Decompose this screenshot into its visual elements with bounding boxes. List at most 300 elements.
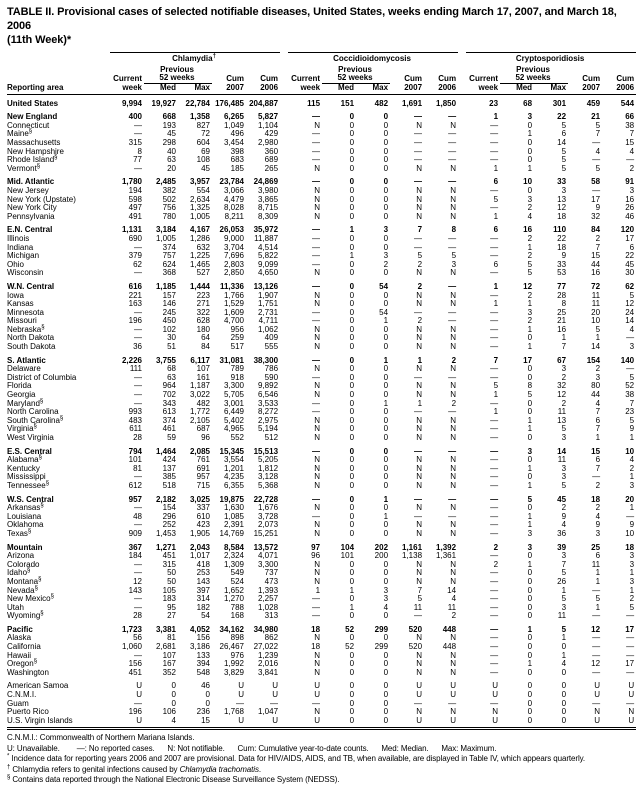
value-cell: — bbox=[134, 698, 142, 708]
value-cell: — bbox=[490, 463, 499, 473]
value-cell: 552 bbox=[230, 433, 244, 442]
value-cell: 298 bbox=[162, 138, 176, 147]
value-cell: 21 bbox=[557, 316, 567, 326]
value-cell: 3 bbox=[629, 576, 635, 586]
value-cell: 0 bbox=[349, 433, 355, 442]
year-2007-label: 2007 bbox=[568, 84, 602, 95]
value-cell: N bbox=[416, 120, 423, 130]
value-cell: N bbox=[416, 576, 423, 586]
spacer bbox=[458, 334, 466, 343]
value-cell: — bbox=[448, 112, 457, 122]
spacer bbox=[280, 587, 288, 596]
value-cell: 360 bbox=[264, 146, 279, 156]
value-cell: 794 bbox=[128, 446, 142, 456]
value-cell: 11 bbox=[413, 602, 423, 612]
value-cell: 315 bbox=[128, 138, 142, 147]
value-cell: 9 bbox=[595, 520, 601, 530]
table-body bbox=[7, 94, 636, 729]
spacer bbox=[458, 708, 466, 717]
value-cell: 7 bbox=[417, 225, 423, 235]
value-cell: N bbox=[314, 650, 321, 660]
spacer bbox=[458, 221, 466, 235]
value-cell: 482 bbox=[196, 398, 210, 408]
spacer bbox=[458, 569, 466, 578]
value-cell: 1 bbox=[527, 559, 533, 569]
value-cell: 23,784 bbox=[219, 177, 244, 187]
value-cell: N bbox=[416, 203, 423, 213]
value-cell: 31,081 bbox=[219, 355, 244, 365]
value-cell: 0 bbox=[527, 667, 533, 677]
spacer bbox=[458, 491, 466, 505]
value-cell: 13 bbox=[557, 415, 567, 425]
value-cell: N bbox=[416, 559, 423, 569]
value-cell: 5 bbox=[561, 163, 567, 173]
value-cell: 4,235 bbox=[223, 472, 244, 482]
spacer bbox=[280, 261, 288, 270]
value-cell: N bbox=[314, 633, 321, 643]
value-cell: — bbox=[414, 698, 423, 708]
spacer bbox=[458, 677, 466, 691]
value-cell: N bbox=[314, 364, 321, 374]
value-cell: 0 bbox=[349, 146, 355, 156]
value-cell: 5 bbox=[527, 259, 533, 269]
value-cell: 1,049 bbox=[223, 120, 244, 130]
value-cell: 6 bbox=[595, 551, 601, 561]
spacer bbox=[280, 669, 288, 678]
value-cell: 184 bbox=[128, 551, 142, 561]
value-cell: 8,309 bbox=[258, 211, 279, 221]
table-row bbox=[7, 504, 636, 513]
value-cell: 12 bbox=[591, 659, 601, 669]
value-cell: 68 bbox=[167, 364, 176, 374]
spacer bbox=[280, 521, 288, 530]
value-cell: — bbox=[414, 372, 423, 382]
value-cell: 0 bbox=[349, 611, 355, 621]
value-cell: 26,467 bbox=[219, 642, 244, 652]
value-cell: N bbox=[416, 433, 423, 442]
spacer bbox=[458, 317, 466, 326]
value-cell: 5,368 bbox=[258, 480, 279, 490]
value-cell: — bbox=[626, 642, 635, 652]
spacer bbox=[458, 187, 466, 196]
value-cell: N bbox=[314, 424, 321, 434]
value-cell: 424 bbox=[162, 455, 176, 465]
value-cell: 517 bbox=[230, 342, 244, 352]
table-row bbox=[7, 382, 636, 391]
value-cell: — bbox=[312, 494, 321, 504]
table-row bbox=[7, 309, 636, 318]
value-cell: 461 bbox=[162, 424, 176, 434]
spacer bbox=[280, 187, 288, 196]
value-cell: 4,514 bbox=[258, 242, 279, 252]
reporting-area-cell: Mountain bbox=[7, 542, 43, 552]
value-cell: N bbox=[450, 576, 457, 586]
value-cell: 0 bbox=[527, 472, 533, 482]
value-cell: 4,479 bbox=[223, 194, 244, 204]
value-cell: — bbox=[312, 407, 321, 417]
spacer bbox=[458, 595, 466, 604]
value-cell: 448 bbox=[442, 624, 457, 634]
value-cell: 482 bbox=[374, 98, 389, 108]
value-cell: — bbox=[592, 155, 601, 165]
value-cell: 1,907 bbox=[258, 290, 279, 300]
value-cell: 6 bbox=[595, 455, 601, 465]
value-cell: 16 bbox=[625, 194, 635, 204]
value-cell: 400 bbox=[128, 112, 142, 122]
spacer bbox=[458, 130, 466, 139]
value-cell: 5 bbox=[527, 390, 533, 400]
value-cell: 1,005 bbox=[155, 233, 176, 243]
spacer bbox=[280, 64, 288, 75]
value-cell: 81 bbox=[167, 633, 176, 643]
dagger-marker: † bbox=[7, 764, 11, 771]
value-cell: 2 bbox=[527, 316, 533, 326]
value-cell: N bbox=[416, 185, 423, 195]
value-cell: 6 bbox=[493, 177, 499, 187]
value-cell: 25 bbox=[557, 307, 567, 317]
value-cell: 27 bbox=[167, 611, 176, 621]
value-cell: N bbox=[416, 268, 423, 278]
value-cell: — bbox=[490, 667, 499, 677]
value-cell: 1,185 bbox=[155, 281, 176, 291]
value-cell: 17 bbox=[591, 194, 601, 204]
value-cell: 964 bbox=[162, 381, 176, 391]
value-cell: N bbox=[314, 299, 321, 309]
value-cell: 7 bbox=[629, 129, 635, 139]
value-cell: 1 bbox=[561, 633, 567, 643]
value-cell: 63 bbox=[167, 372, 176, 382]
value-cell: 1,751 bbox=[258, 299, 279, 309]
value-cell: 38 bbox=[625, 120, 635, 130]
table-row bbox=[7, 652, 636, 661]
value-cell: 45 bbox=[557, 494, 567, 504]
value-cell: — bbox=[134, 163, 142, 173]
nedss-marker: § bbox=[59, 415, 64, 422]
value-cell: 610 bbox=[196, 511, 210, 521]
spacer bbox=[458, 604, 466, 613]
spacer bbox=[458, 261, 466, 270]
value-cell: 3,300 bbox=[223, 381, 244, 391]
value-cell: 616 bbox=[128, 281, 142, 291]
value-cell: U bbox=[628, 681, 635, 691]
value-cell: 9 bbox=[629, 520, 635, 530]
value-cell: — bbox=[490, 455, 499, 465]
value-cell: N bbox=[416, 211, 423, 221]
value-cell: 196 bbox=[128, 707, 142, 717]
value-cell: 1 bbox=[527, 624, 533, 634]
value-cell: — bbox=[312, 129, 321, 139]
nedss-marker: § bbox=[54, 154, 58, 161]
value-cell: 0 bbox=[349, 211, 355, 221]
value-cell: 0 bbox=[349, 342, 355, 352]
value-cell: — bbox=[490, 342, 499, 352]
reporting-area-cell: North Dakota bbox=[7, 333, 55, 343]
value-cell: 33 bbox=[557, 259, 567, 269]
value-cell: 16 bbox=[523, 225, 533, 235]
value-cell: 106 bbox=[162, 707, 176, 717]
value-cell: 3 bbox=[561, 463, 567, 473]
value-cell: 0 bbox=[349, 259, 355, 269]
value-cell: 1,062 bbox=[258, 324, 279, 334]
value-cell: 1,239 bbox=[258, 650, 279, 660]
spacer bbox=[280, 691, 288, 700]
table-row bbox=[7, 221, 636, 235]
value-cell: 0 bbox=[171, 681, 176, 691]
table-row bbox=[7, 539, 636, 553]
spacer bbox=[280, 621, 288, 635]
table-row bbox=[7, 677, 636, 691]
value-cell: 194 bbox=[128, 185, 142, 195]
value-cell: N bbox=[450, 433, 457, 442]
spacer bbox=[458, 530, 466, 539]
value-cell: 3 bbox=[629, 185, 635, 195]
value-cell: 0 bbox=[383, 707, 389, 717]
value-cell: — bbox=[312, 138, 321, 147]
value-cell: — bbox=[490, 611, 499, 621]
med-label: Med bbox=[322, 84, 356, 95]
value-cell: 299 bbox=[374, 642, 389, 652]
spacer bbox=[458, 669, 466, 678]
value-cell: 1,465 bbox=[189, 259, 210, 269]
value-cell: 72 bbox=[201, 129, 210, 139]
value-cell: 1 bbox=[493, 112, 499, 122]
value-cell: 1 bbox=[595, 433, 601, 442]
year-2006-label: 2006 bbox=[424, 84, 458, 95]
value-cell: — bbox=[414, 146, 423, 156]
value-cell: 146 bbox=[162, 299, 176, 309]
value-cell: — bbox=[490, 324, 499, 334]
spacer bbox=[280, 139, 288, 148]
value-cell: 423 bbox=[196, 520, 210, 530]
table-row bbox=[7, 317, 636, 326]
value-cell: 3,300 bbox=[258, 559, 279, 569]
reporting-area-cell: Virginia§ bbox=[7, 423, 37, 434]
value-cell: 296 bbox=[162, 511, 176, 521]
value-cell: N bbox=[314, 333, 321, 343]
value-cell: 2 bbox=[527, 251, 533, 261]
value-cell: 46 bbox=[625, 211, 635, 221]
value-cell: N bbox=[416, 472, 423, 482]
value-cell: 0 bbox=[349, 290, 355, 300]
value-cell: 549 bbox=[230, 568, 244, 578]
value-cell: 22,784 bbox=[185, 98, 210, 108]
value-cell: 496 bbox=[230, 129, 244, 139]
spacer bbox=[458, 300, 466, 309]
spacer bbox=[280, 513, 288, 522]
value-cell: 9,994 bbox=[121, 98, 142, 108]
value-cell: — bbox=[490, 415, 499, 425]
value-cell: N bbox=[416, 381, 423, 391]
value-cell: 0 bbox=[383, 446, 389, 456]
table-row bbox=[7, 94, 636, 108]
spacer bbox=[280, 365, 288, 374]
value-cell: N bbox=[450, 650, 457, 660]
value-cell: 683 bbox=[230, 155, 244, 165]
spacer bbox=[280, 456, 288, 465]
reporting-area-cell: Wyoming§ bbox=[7, 610, 44, 621]
reporting-area-cell: Iowa bbox=[7, 290, 24, 300]
value-cell: 252 bbox=[162, 520, 176, 530]
table-row bbox=[7, 244, 636, 253]
value-cell: 24,869 bbox=[253, 177, 279, 187]
table-row bbox=[7, 434, 636, 443]
spacer bbox=[458, 94, 466, 108]
value-cell: 2 bbox=[595, 233, 601, 243]
spacer bbox=[280, 352, 288, 366]
value-cell: 108 bbox=[196, 155, 210, 165]
spacer bbox=[280, 252, 288, 261]
value-cell: N bbox=[314, 559, 321, 569]
value-cell: 0 bbox=[527, 707, 533, 717]
value-cell: 4 bbox=[383, 602, 389, 612]
value-cell: 322 bbox=[196, 307, 210, 317]
value-cell: 1,138 bbox=[402, 551, 423, 561]
value-cell: 140 bbox=[620, 355, 635, 365]
value-cell: 0 bbox=[349, 194, 355, 204]
spacer bbox=[280, 539, 288, 553]
reporting-area-cell: Arizona bbox=[7, 551, 35, 561]
value-cell: 24 bbox=[625, 307, 635, 317]
value-cell: 1 bbox=[527, 520, 533, 530]
table-row bbox=[7, 660, 636, 669]
value-cell: 394 bbox=[196, 659, 210, 669]
value-cell: 0 bbox=[383, 690, 389, 700]
value-cell: 5 bbox=[451, 251, 457, 261]
value-cell: 1 bbox=[561, 585, 567, 595]
value-cell: 0 bbox=[356, 717, 390, 729]
value-cell: — bbox=[312, 307, 321, 317]
value-cell: 1,187 bbox=[189, 381, 210, 391]
value-cell: N bbox=[450, 268, 457, 278]
nedss-marker: § bbox=[28, 128, 33, 135]
value-cell: — bbox=[134, 503, 142, 513]
value-cell: 26,053 bbox=[219, 225, 244, 235]
value-cell: 11 bbox=[557, 455, 567, 465]
week-label: week bbox=[466, 84, 500, 95]
value-cell: 343 bbox=[162, 398, 176, 408]
value-cell: 5 bbox=[629, 415, 635, 425]
nedss-marker: § bbox=[40, 502, 44, 509]
value-cell: — bbox=[592, 633, 601, 643]
value-cell: 5 bbox=[561, 424, 567, 434]
value-cell: 0 bbox=[349, 307, 355, 317]
spacer bbox=[458, 139, 466, 148]
value-cell: N bbox=[450, 528, 457, 538]
value-cell: 780 bbox=[162, 211, 176, 221]
value-cell: 1 bbox=[493, 211, 499, 221]
value-cell: — bbox=[414, 155, 423, 165]
reporting-area-cell: Kansas bbox=[7, 299, 34, 309]
nedss-marker: § bbox=[45, 480, 50, 487]
value-cell: N bbox=[314, 528, 321, 538]
nedss-marker: § bbox=[50, 593, 54, 600]
nedss-marker: § bbox=[34, 584, 38, 591]
value-cell: 12 bbox=[625, 299, 635, 309]
value-cell: 7 bbox=[493, 355, 499, 365]
value-cell: N bbox=[314, 194, 321, 204]
spacer bbox=[458, 634, 466, 643]
value-cell: N bbox=[450, 667, 457, 677]
reporting-area-cell: Minnesota bbox=[7, 307, 44, 317]
cum-label: Cum bbox=[582, 73, 601, 83]
value-cell: 4 bbox=[561, 659, 567, 669]
value-cell: U bbox=[314, 681, 321, 691]
reporting-area-cell: Utah bbox=[7, 602, 24, 612]
value-cell: 81 bbox=[133, 463, 142, 473]
value-cell: N bbox=[314, 120, 321, 130]
cum-label: Cum bbox=[260, 73, 279, 83]
value-cell: 788 bbox=[230, 602, 244, 612]
value-cell: — bbox=[448, 372, 457, 382]
value-cell: 2 bbox=[417, 316, 423, 326]
table-row bbox=[7, 717, 636, 729]
value-cell: 4,052 bbox=[189, 624, 210, 634]
value-cell: 0 bbox=[349, 185, 355, 195]
previous-label: Previous bbox=[516, 64, 550, 74]
value-cell: 77 bbox=[557, 281, 567, 291]
value-cell: 6 bbox=[595, 415, 601, 425]
value-cell: 0 bbox=[383, 520, 389, 530]
value-cell: 0 bbox=[349, 299, 355, 309]
value-cell: 6,265 bbox=[223, 112, 244, 122]
table-row bbox=[7, 491, 636, 505]
value-cell: 52 bbox=[625, 381, 635, 391]
value-cell: 0 bbox=[349, 690, 355, 700]
value-cell: 3 bbox=[561, 433, 567, 442]
value-cell: 11 bbox=[591, 299, 601, 309]
value-cell: 3 bbox=[383, 225, 389, 235]
value-cell: 34,980 bbox=[253, 624, 279, 634]
value-cell: 448 bbox=[442, 642, 457, 652]
reporting-area-cell: Washington bbox=[7, 667, 49, 677]
value-cell: 0 bbox=[527, 568, 533, 578]
value-cell: 137 bbox=[162, 463, 176, 473]
subheader-row-2 bbox=[7, 84, 636, 95]
table-row bbox=[7, 708, 636, 717]
spacer bbox=[458, 465, 466, 474]
value-cell: 3,025 bbox=[189, 494, 210, 504]
value-cell: — bbox=[490, 333, 499, 343]
value-cell: 0 bbox=[527, 364, 533, 374]
value-cell: 0 bbox=[349, 503, 355, 513]
value-cell: 7,696 bbox=[223, 251, 244, 261]
reporting-area-cell: S. Atlantic bbox=[7, 355, 46, 365]
value-cell: — bbox=[490, 602, 499, 612]
value-cell: 1 bbox=[493, 299, 499, 309]
value-cell: 11 bbox=[591, 290, 601, 300]
value-cell: — bbox=[490, 120, 499, 130]
value-cell: 5,402 bbox=[223, 415, 244, 425]
value-cell: 604 bbox=[196, 138, 210, 147]
spacer bbox=[458, 504, 466, 513]
spacer bbox=[458, 425, 466, 434]
value-cell: N bbox=[314, 433, 321, 442]
value-cell: — bbox=[312, 511, 321, 521]
value-cell: 52 bbox=[345, 624, 355, 634]
value-cell: 193 bbox=[162, 120, 176, 130]
spacer bbox=[458, 643, 466, 652]
value-cell: 3,728 bbox=[258, 511, 279, 521]
value-cell: 2 bbox=[493, 542, 499, 552]
reporting-area-cell: Hawaii bbox=[7, 650, 32, 660]
value-cell: 11 bbox=[557, 611, 567, 621]
value-cell: N bbox=[416, 390, 423, 400]
value-cell: 0 bbox=[383, 112, 389, 122]
table-row bbox=[7, 204, 636, 213]
table-row bbox=[7, 122, 636, 131]
reporting-area-cell: Oklahoma bbox=[7, 520, 44, 530]
value-cell: N bbox=[416, 659, 423, 669]
